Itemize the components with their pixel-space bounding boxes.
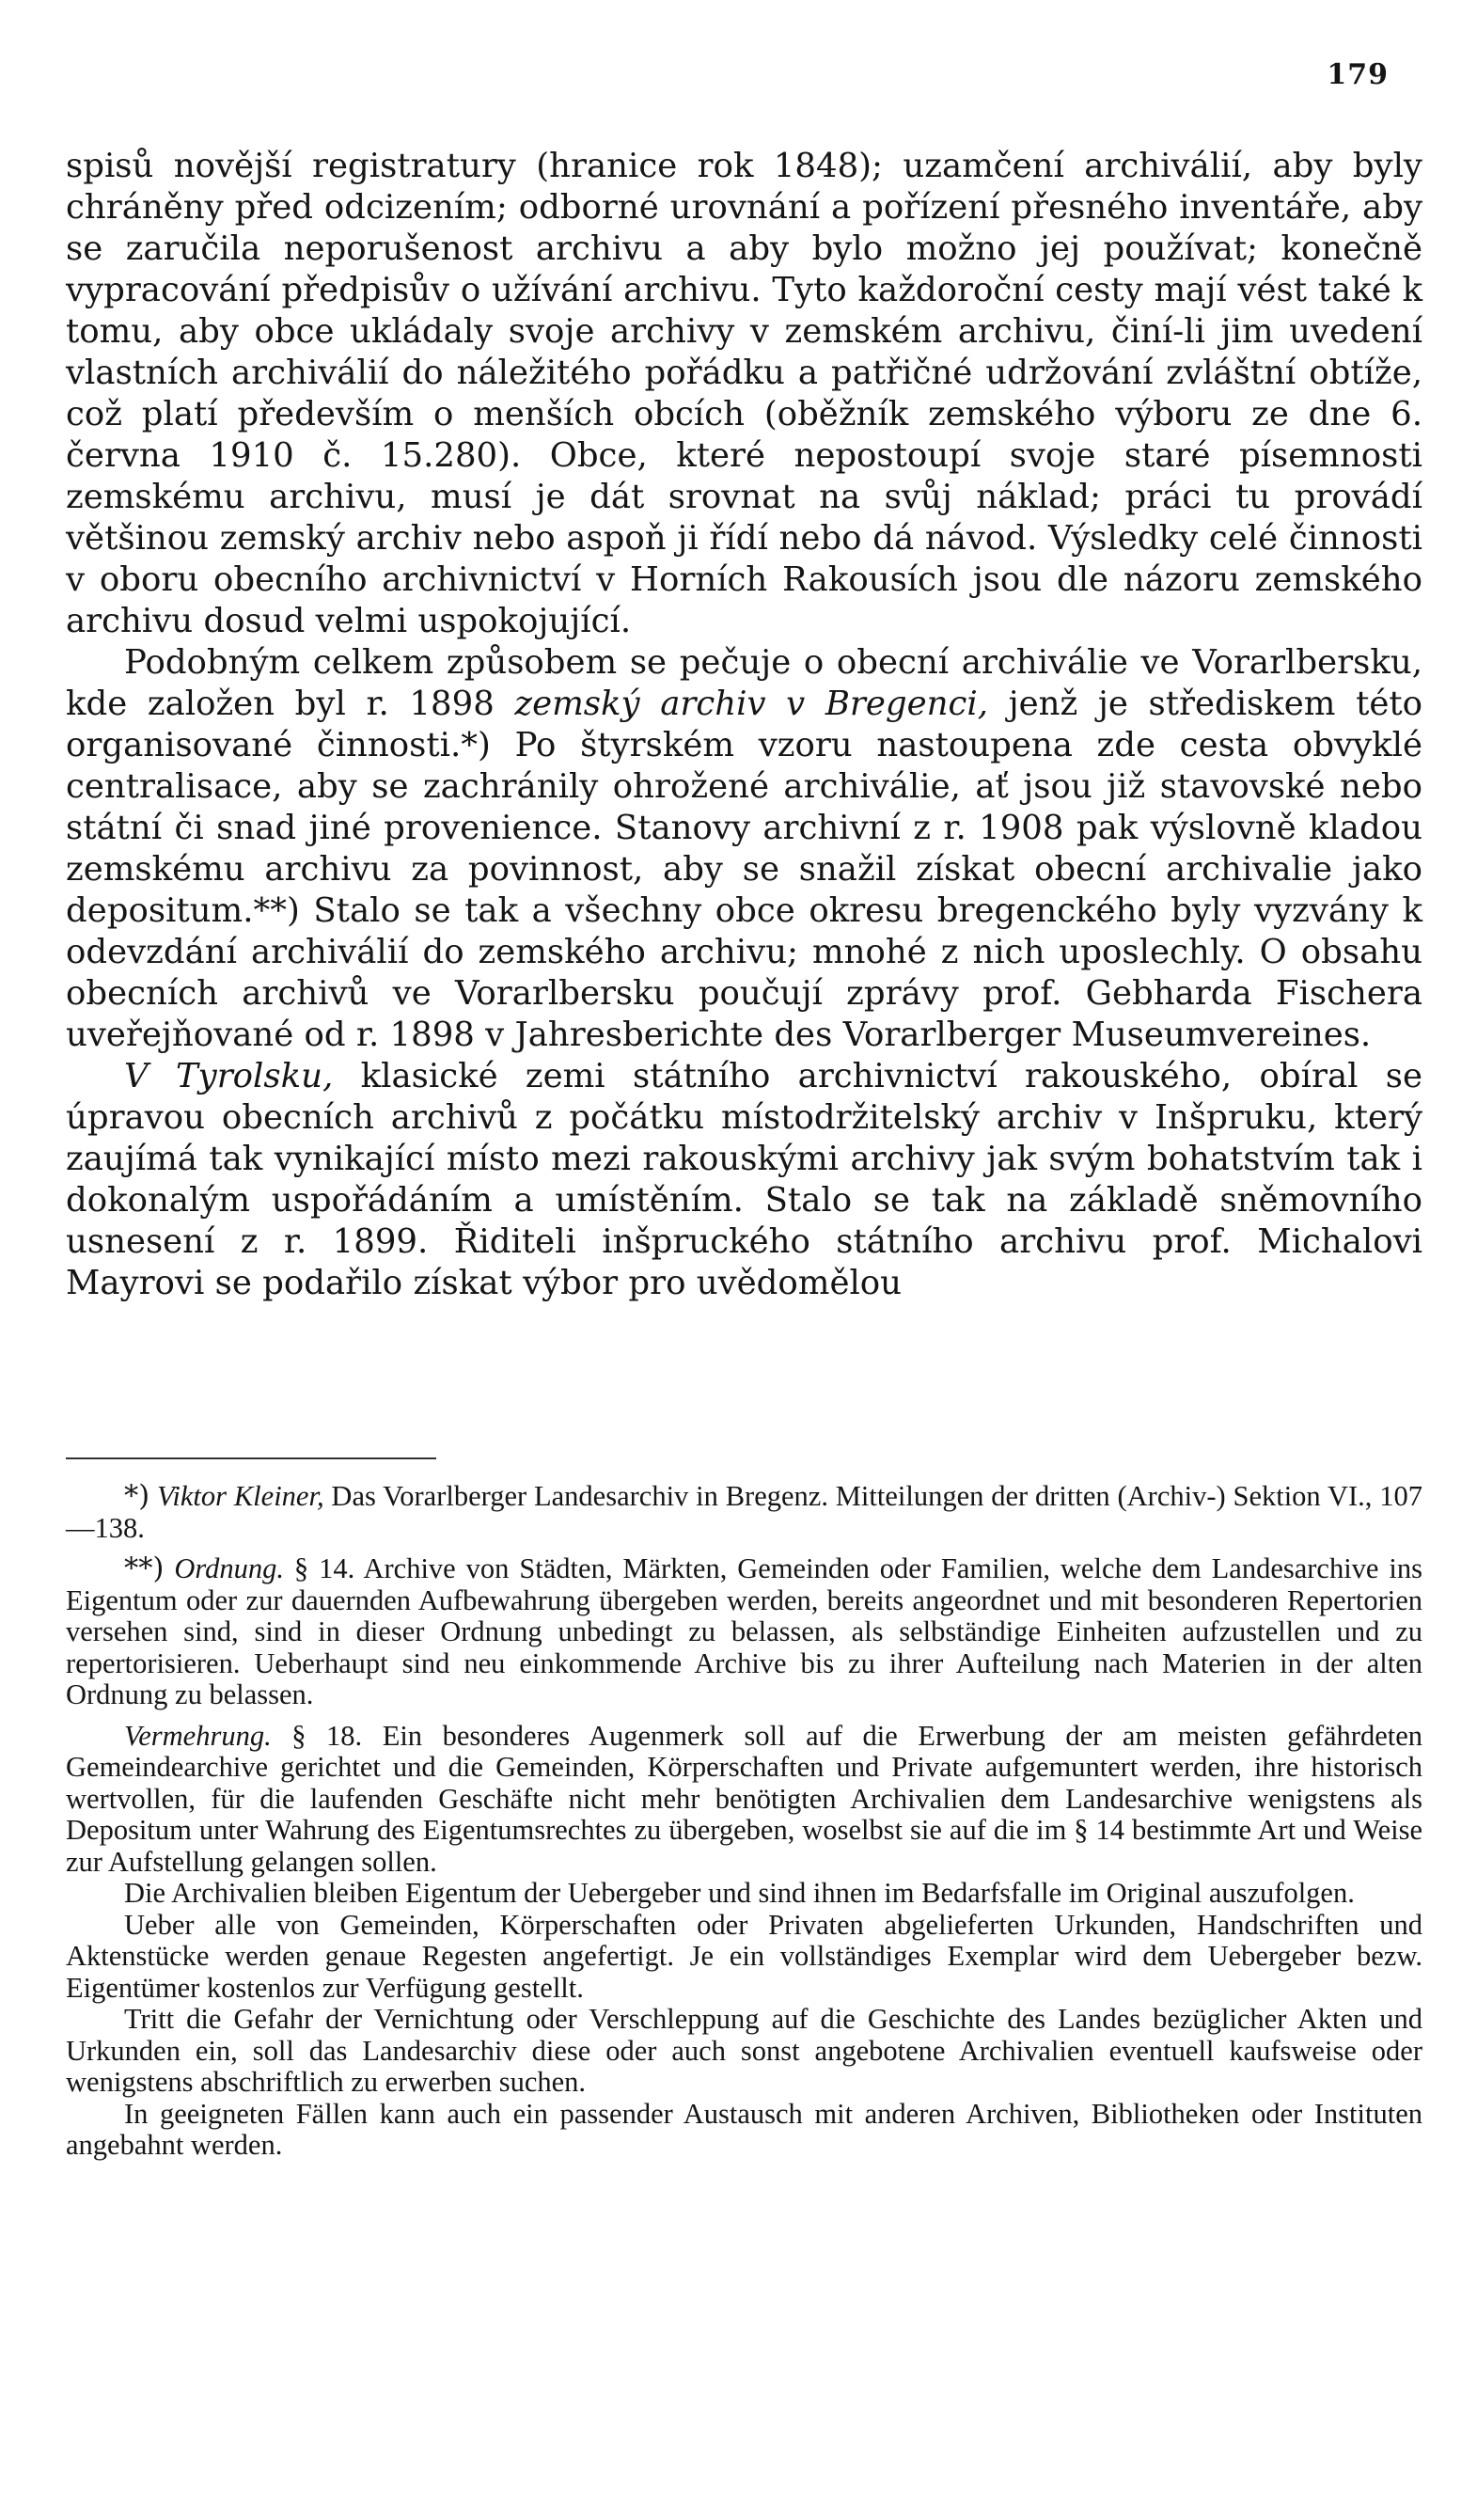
footnote-heading: Ordnung. (174, 1552, 284, 1584)
footnote-heading: Vermehrung. (124, 1719, 272, 1752)
footnote-7: In geeigneten Fällen kann auch ein passender Austausch mit anderen Archiven, Bibliotheken oder Instituten angebahnt werden. (66, 2097, 1422, 2161)
footnotes (66, 1481, 1422, 2162)
footnote-3 (66, 1721, 1422, 1879)
paragraph-text: klasické zemi státního archivnictví rakouského, obíral se úpravou obecních archivů z počátku místodržitelský archiv v Inšpruku, který zaujímá tak vynikající místo mezi rakouskými archivy jak svým bohatstvím tak i dokonalým uspořádáním a umístěním. Stalo se tak na základě sněmovního usnesení z r. 1899. Řiditeli inšpruckého státního archivu prof. Michalovi Mayrovi se podařilo získat výbor pro uvědomělou (66, 1057, 1423, 1302)
footnote-5: Ueber alle von Gemeinden, Körperschaften oder Privaten abgelieferten Urkunden, Handschriften und Aktenstücke werden genaue Regesten angefertigt. Je ein vollständiges Exemplar wird dem Uebergeber bezw. Eigentümer kostenlos zur Verfügung gestellt. (66, 1908, 1422, 2004)
main-text (66, 146, 1422, 1304)
footnote-divider (66, 1457, 436, 1459)
footnote-text: Das Vorarlberger Landesarchiv in Bregenz. Mitteilungen der dritten (Archiv-) Sektion VI., 107—138. (66, 1480, 1423, 1544)
footnote-1 (66, 1481, 1422, 1544)
footnote-6: Tritt die Gefahr der Vernichtung oder Verschleppung auf die Geschichte des Landes bezüglicher Akten und Urkunden ein, soll das Landesarchiv diese oder auch sonst angebotene Archivalien eventuell kaufsweise oder wenigstens abschriftlich zu erwerben suchen. (66, 2003, 1422, 2098)
paragraph-text: jenž je střediskem této organisované činnosti.*) Po štyrském vzoru nastoupena zde cesta obvyklé centralisace, aby se zachránily ohrožené archiválie, ať jsou již stavovské nebo státní či snad jiné provenience. Stanovy archivní z r. 1908 pak výslovně kladou zemskému archivu za povinnost, aby se snažil získat obecní archivalie jako depositum.**) Stalo se tak a všechny obce okresu bregenckého byly vyzvány k odevzdání archiválií do zemského archivu; mnohé z nich uposlechly. O obsahu obecních archivů ve Vorarlbersku poučují zprávy prof. Gebharda Fischera uveřejňované od r. 1898 v Jahresberichte des Vorarlberger Museumvereines. (66, 685, 1423, 1054)
paragraph-text: Podobným celkem způsobem se pečuje o obecní archiválie ve Vorarlbersku, kde založen byl r. 1898 (66, 643, 1422, 723)
footnote-mark: *) (124, 1480, 150, 1513)
footnote-author: Viktor Kleiner, (157, 1480, 324, 1512)
paragraph-tyrol (66, 1056, 1422, 1304)
page-number: 179 (1327, 58, 1389, 91)
paragraph-upper-austria (66, 146, 1422, 642)
emphasis-text: zemský archiv v Bregenci, (514, 685, 989, 723)
footnote-text: § 18. Ein besonderes Augenmerk soll auf die Erwerbung der am meisten gefährdeten Gemeindearchive gerichtet und die Gemeinden, Körperschaften und Private aufgemuntert werden, ihre historisch wertvollen, für die laufenden Geschäfte nicht mehr benötigten Archivalien dem Landesarchive wenigstens als Depositum unter Wahrung des Eigentumsrechtes zu übergeben, woselbst sie auf die im § 14 bestimmte Art und Weise zur Aufstellung gelangen sollen. (66, 1719, 1422, 1878)
footnote-2 (66, 1553, 1422, 1711)
footnote-mark: **) (124, 1552, 165, 1585)
footnote-4: Die Archivalien bleiben Eigentum der Uebergeber und sind ihnen im Bedarfsfalle im Original auszufolgen. (124, 1877, 1355, 1909)
paragraph-vorarlberg (66, 642, 1422, 1056)
footnote-text: § 14. Archive von Städten, Märkten, Gemeinden oder Familien, welche dem Landesarchive ins Eigentum oder zur dauernden Aufbewahrung übergeben werden, bereits angeordnet und mit besonderen Repertorien versehen sind, sind in dieser Ordnung unbedingt zu belassen, als selbständige Einheiten aufzustellen und zu repertorisieren. Ueberhaupt sind neu einkommende Archive bis zu ihrer Aufteilung nach Materien in der alten Ordnung zu belassen. (66, 1552, 1422, 1710)
emphasis-text: V Tyrolsku, (124, 1057, 334, 1095)
paragraph-text: spisů novější registratury (hranice rok 1848); uzamčení archiválií, aby byly chráněny před odcizením; odborné urovnání a pořízení přesného inventáře, aby se zaručila neporušenost archivu a aby bylo možno jej používat; konečně vypracování předpisův o užívání archivu. Tyto každoroční cesty mají vést také k tomu, aby obce ukládaly svoje archivy v zemském archivu, činí-li jim uvedení vlastních archiválií do náležitého pořádku a patřičné udržování zvláštní obtíže, což platí především o menších obcích (oběžník zemského výboru ze dne 6. června 1910 č. 15.280). Obce, které nepostoupí svoje staré písemnosti zemskému archivu, musí je dát srovnat na svůj náklad; práci tu provádí většinou zemský archiv nebo aspoň ji řídí nebo dá návod. Výsledky celé činnosti v oboru obecního archivnictví v Horních Rakousích jsou dle názoru zemského archivu dosud velmi uspokojující. (66, 147, 1422, 640)
